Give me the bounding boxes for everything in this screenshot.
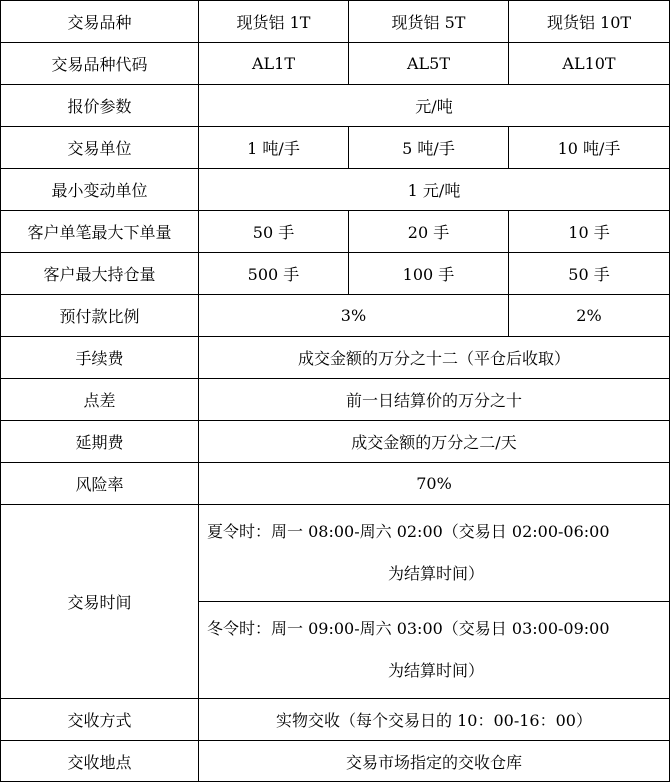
fee-row <box>1 337 670 379</box>
spread-row <box>1 379 670 421</box>
product-header-1t: 现货铝 1T <box>199 1 349 43</box>
row-label: 报价参数 <box>1 85 199 127</box>
max-order-10t: 10 手 <box>509 211 670 253</box>
product-header-10t: 现货铝 10T <box>509 1 670 43</box>
risk-row <box>1 463 670 505</box>
prepay-1t-5t: 3% <box>199 295 509 337</box>
delivery-method-row <box>1 699 670 741</box>
row-label: 手续费 <box>1 337 199 379</box>
row-label: 点差 <box>1 379 199 421</box>
winter-time-line2: 为结算时间） <box>387 661 484 680</box>
delivery-place-row <box>1 741 670 782</box>
winter-time-line1: 冬令时：周一 09:00-周六 03:00（交易日 03:00-09:00 <box>207 619 610 638</box>
tick-row <box>1 169 670 211</box>
prepay-row <box>1 295 670 337</box>
row-label: 交易品种代码 <box>1 43 199 85</box>
winter-time <box>199 601 669 698</box>
product-header-5t: 现货铝 5T <box>349 1 509 43</box>
summer-time-line2: 为结算时间） <box>387 564 484 583</box>
deferral-row <box>1 421 670 463</box>
unit-5t: 5 吨/手 <box>349 127 509 169</box>
trading-time-row <box>1 505 670 699</box>
row-label: 交收方式 <box>1 699 199 741</box>
row-label: 风险率 <box>1 463 199 505</box>
max-position-1t: 500 手 <box>199 253 349 295</box>
max-order-row <box>1 211 670 253</box>
row-label: 最小变动单位 <box>1 169 199 211</box>
max-order-5t: 20 手 <box>349 211 509 253</box>
header-row <box>1 1 670 43</box>
code-1t: AL1T <box>199 43 349 85</box>
summer-time-line1: 夏令时：周一 08:00-周六 02:00（交易日 02:00-06:00 <box>207 522 610 541</box>
risk-value: 70% <box>199 463 670 505</box>
spread-value: 前一日结算价的万分之十 <box>199 379 670 421</box>
row-label: 预付款比例 <box>1 295 199 337</box>
row-label: 客户最大持仓量 <box>1 253 199 295</box>
trading-time-value <box>199 505 670 699</box>
prepay-10t: 2% <box>509 295 670 337</box>
fee-value: 成交金额的万分之十二（平仓后收取） <box>199 337 670 379</box>
max-order-1t: 50 手 <box>199 211 349 253</box>
code-5t: AL5T <box>349 43 509 85</box>
delivery-method-value: 实物交收（每个交易日的 10：00-16：00） <box>199 699 670 741</box>
unit-10t: 10 吨/手 <box>509 127 670 169</box>
row-label: 交易单位 <box>1 127 199 169</box>
deferral-value: 成交金额的万分之二/天 <box>199 421 670 463</box>
row-label: 交易品种 <box>1 1 199 43</box>
row-label: 交易时间 <box>1 505 199 699</box>
delivery-place-value: 交易市场指定的交收仓库 <box>199 741 670 782</box>
row-label: 延期费 <box>1 421 199 463</box>
code-row <box>1 43 670 85</box>
row-label: 交收地点 <box>1 741 199 782</box>
max-position-10t: 50 手 <box>509 253 670 295</box>
max-position-row <box>1 253 670 295</box>
row-label: 客户单笔最大下单量 <box>1 211 199 253</box>
unit-1t: 1 吨/手 <box>199 127 349 169</box>
code-10t: AL10T <box>509 43 670 85</box>
summer-time <box>199 505 669 601</box>
quote-value: 元/吨 <box>199 85 670 127</box>
max-position-5t: 100 手 <box>349 253 509 295</box>
unit-row <box>1 127 670 169</box>
quote-row <box>1 85 670 127</box>
tick-value: 1 元/吨 <box>199 169 670 211</box>
